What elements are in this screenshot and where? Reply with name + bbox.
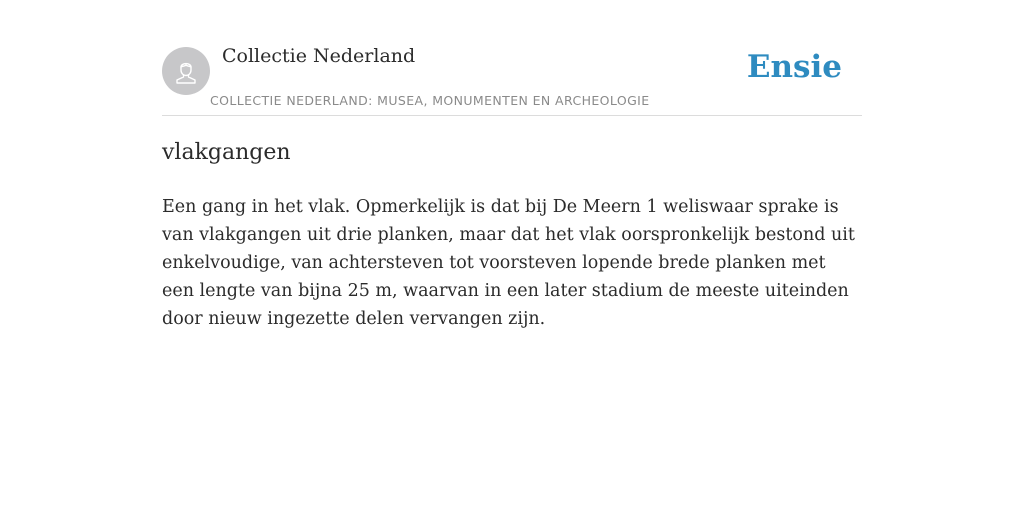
avatar[interactable] bbox=[162, 47, 210, 95]
entry-term: vlakgangen bbox=[162, 140, 291, 165]
entry-definition: Een gang in het vlak. Opmerkelijk is dat bij De Meern 1 weliswaar sprake is van vlakgangen uit drie planken, maar dat het vlak oorspronkelijk bestond uit enkelvoudige, van achtersteven tot voorsteven lopende brede planken met een lengte van bijna 25 m, waarvan in een later stadium de meeste uiteinden door nieuw ingezette delen vervangen zijn. bbox=[162, 197, 855, 329]
author-name[interactable]: Collectie Nederland bbox=[222, 45, 416, 67]
brand-logo[interactable]: Ensie bbox=[746, 49, 842, 85]
header-divider bbox=[162, 115, 862, 116]
user-icon bbox=[171, 56, 201, 86]
source-label[interactable]: COLLECTIE NEDERLAND: MUSEA, MONUMENTEN EN ARCHEOLOGIE bbox=[210, 93, 650, 108]
